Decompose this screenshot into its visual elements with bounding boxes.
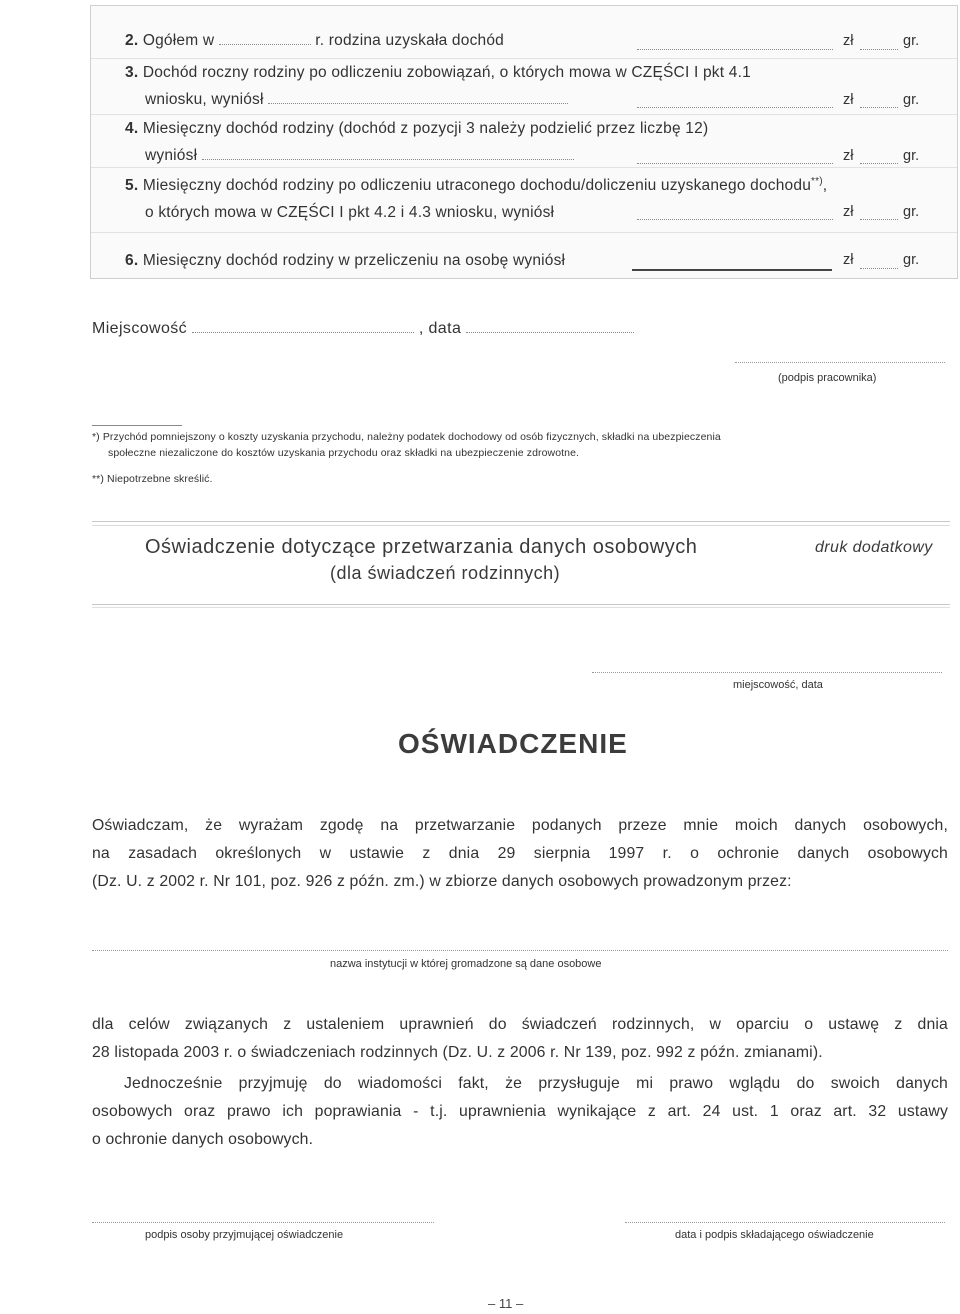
row-divider: [91, 167, 957, 168]
footnote-2: **) Niepotrzebne skreślić.: [92, 473, 213, 485]
currency-gr: gr.: [903, 204, 920, 220]
currency-gr: gr.: [903, 148, 920, 164]
date-label: , data: [418, 320, 462, 337]
summary-item-4: 4. Miesięczny dochód rodziny (dochód z pozycji 3 należy podzielić przez liczbę 12): [125, 120, 709, 137]
place-date-field[interactable]: [592, 672, 942, 673]
value-field[interactable]: [860, 48, 898, 50]
value-field[interactable]: [637, 106, 833, 108]
separator: [92, 521, 950, 522]
extra-form-tag: druk dodatkowy: [815, 539, 933, 556]
section-title: Oświadczenie dotyczące przetwarzania danych osobowych: [145, 536, 698, 558]
separator: [92, 525, 950, 526]
row-divider: [91, 58, 957, 59]
currency-zl: zł: [843, 148, 854, 164]
value-field[interactable]: [860, 267, 898, 269]
value-field[interactable]: [637, 218, 833, 220]
date-field[interactable]: [466, 331, 634, 333]
summary-item-3: 3. Dochód roczny rodziny po odliczeniu zobowiązań, o których mowa w CZĘŚCI I pkt 4.1: [125, 64, 751, 81]
place-date-line: [92, 320, 634, 338]
place-field[interactable]: [192, 331, 414, 333]
footnote-rule: [92, 425, 182, 426]
row-divider: [91, 232, 957, 233]
institution-name-field[interactable]: [92, 950, 948, 951]
separator: [92, 604, 950, 605]
place-label: Miejscowość: [92, 320, 188, 337]
page-number: – 11 –: [488, 1296, 524, 1311]
separator: [92, 607, 950, 608]
statement-heading: OŚWIADCZENIE: [398, 728, 628, 759]
summary-item-2: 2. Ogółem w r. rodzina uzyskała dochód: [125, 32, 504, 49]
receiver-signature-field[interactable]: [92, 1222, 434, 1223]
value-field[interactable]: [637, 162, 833, 164]
footnote-1-line2: społeczne niezaliczone do kosztów uzyskania przychodu oraz składki na ubezpieczenie zdrowotne.: [108, 447, 580, 459]
currency-zl: zł: [843, 33, 854, 49]
row-divider: [91, 114, 957, 115]
summary-item-5: 5. Miesięczny dochód rodziny po odliczeniu utraconego dochodu/doliczeniu uzyskanego dochodu**),: [125, 176, 828, 195]
value-field[interactable]: [632, 268, 832, 271]
summary-item-6: 6. Miesięczny dochód rodziny w przeliczeniu na osobę wyniósł: [125, 252, 566, 269]
worker-signature-caption: (podpis pracownika): [778, 372, 877, 384]
section-subtitle: (dla świadczeń rodzinnych): [330, 563, 561, 583]
currency-gr: gr.: [903, 252, 920, 268]
currency-gr: gr.: [903, 92, 920, 108]
worker-signature-field[interactable]: [735, 362, 945, 363]
receiver-signature-caption: podpis osoby przyjmującej oświadczenie: [145, 1229, 344, 1241]
value-field[interactable]: [637, 48, 833, 50]
declarant-signature-caption: data i podpis składającego oświadczenie: [675, 1229, 874, 1241]
declarant-signature-field[interactable]: [625, 1222, 945, 1223]
footnote-1: *) Przychód pomniejszony o koszty uzyskania przychodu, należny podatek dochodowy od osób fizycznych, składki na ubezpieczenia: [92, 431, 721, 443]
currency-zl: zł: [843, 252, 854, 268]
rights-paragraph: Jednocześnie przyjmuję do wiadomości fakt, że przysługuje mi prawo wglądu do swoich danych osobowych oraz prawo ich poprawiania - t.j. uprawnienia wynikające z art. 24 ust. 1 oraz art. 32 ustawy o ochronie danych osobowych.: [92, 1075, 948, 1148]
currency-zl: zł: [843, 92, 854, 108]
summary-item-4-line2: wyniósł: [145, 147, 574, 165]
summary-item-5-line2: o których mowa w CZĘŚCI I pkt 4.2 i 4.3 wniosku, wyniósł: [145, 204, 555, 221]
value-field[interactable]: [860, 218, 898, 220]
summary-item-3-line2: wniosku, wyniósł: [145, 91, 568, 109]
value-field[interactable]: [860, 106, 898, 108]
place-date-caption: miejscowość, data: [733, 679, 823, 691]
purpose-paragraph: dla celów związanych z ustaleniem uprawnień do świadczeń rodzinnych, w oparciu o ustawę z dnia 28 listopada 2003 r. o świadczeniach rodzinnych (Dz. U. z 2006 r. Nr 139, poz. 992 z późn. zmianami).: [92, 1016, 948, 1061]
currency-gr: gr.: [903, 33, 920, 49]
consent-paragraph: Oświadczam, że wyrażam zgodę na przetwarzanie podanych przeze mnie moich danych osobowych, na zasadach określonych w ustawie z dnia 29 sierpnia 1997 r. o ochronie danych osobowych (Dz. U. z 2002 r. Nr 101, poz. 926 z późn. zm.) w zbiorze danych osobowych prowadzonym przez:: [92, 817, 948, 890]
value-field[interactable]: [860, 162, 898, 164]
institution-caption: nazwa instytucji w której gromadzone są dane osobowe: [330, 958, 602, 970]
currency-zl: zł: [843, 204, 854, 220]
